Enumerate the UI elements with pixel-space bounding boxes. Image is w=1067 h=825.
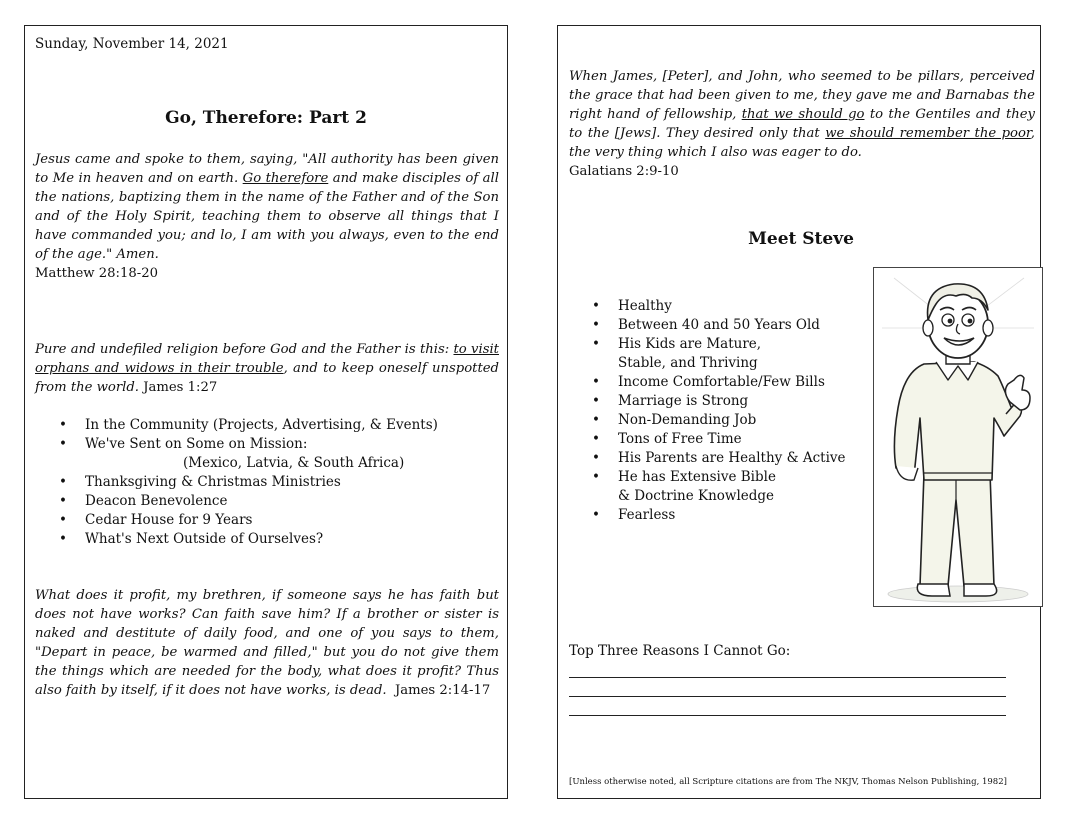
list-item: • Non-Demanding Job xyxy=(568,411,868,430)
list-subitem: (Mexico, Latvia, & South Africa) xyxy=(183,455,405,471)
scripture-emphasis: that we should go xyxy=(741,107,865,122)
scripture-reference: James 2:14-17 xyxy=(394,683,491,698)
scripture-text: and make disciples of all the nations, baptizing them in the name of the Father and of the Son and of the Holy Spirit, teaching them to observe all things that I have commanded you; and lo, I am with you always, even to the end of the age." Amen. xyxy=(35,171,499,262)
scripture-emphasis: we should remember the poor xyxy=(825,126,1031,141)
list-item: • Fearless xyxy=(568,506,868,525)
scripture-text: , and to keep oneself unspotted from the world. xyxy=(35,361,499,395)
cartoon-man-thumbs-up-icon xyxy=(874,268,1042,606)
reason-line-3 xyxy=(569,715,1006,716)
scripture-text: , the very thing which I also was eager to do. xyxy=(569,126,1035,160)
scripture-emphasis: Go therefore xyxy=(242,171,329,186)
scripture-footnote: [Unless otherwise noted, all Scripture citations are from The NKJV, Thomas Nelson Publishing, 1982] xyxy=(569,777,1007,787)
scripture-emphasis: to visit orphans and widows in their trouble xyxy=(35,342,499,376)
scripture-james-1 xyxy=(35,340,499,397)
scripture-reference: Matthew 28:18-20 xyxy=(35,266,158,281)
page-title: Go, Therefore: Part 2 xyxy=(165,108,367,128)
list-item: • In the Community (Projects, Advertising, & Events) xyxy=(35,416,499,435)
section-title: Meet Steve xyxy=(748,229,854,249)
scripture-text: What does it profit, my brethren, if someone says he has faith but does not have works? Can faith save him? If a brother or sister is naked and destitute of daily food, and one of you says to them, "Depart in peace, be warmed and filled," but you do not give them the things which are needed for the body, what does it profit? Thus also faith by itself, if it does not have works, is dead. xyxy=(35,588,499,698)
reason-line-1 xyxy=(569,677,1006,678)
list-item: • Thanksgiving & Christmas Ministries xyxy=(35,473,499,492)
scripture-reference: Galatians 2:9-10 xyxy=(569,164,679,179)
scripture-james-2 xyxy=(35,586,499,700)
reason-line-2 xyxy=(569,696,1006,697)
list-item: • Between 40 and 50 Years Old xyxy=(568,316,868,335)
list-item: • Cedar House for 9 Years xyxy=(35,511,499,530)
steve-traits-list xyxy=(568,297,868,525)
steve-illustration xyxy=(873,267,1043,607)
scripture-matthew xyxy=(35,150,499,283)
bulletin-date: Sunday, November 14, 2021 xyxy=(35,36,229,52)
list-item: • What's Next Outside of Ourselves? xyxy=(35,530,499,549)
reasons-label: Top Three Reasons I Cannot Go: xyxy=(569,643,791,659)
list-item: • Deacon Benevolence xyxy=(35,492,499,511)
scripture-text: to the Gentiles and they to the [Jews]. They desired only that xyxy=(569,107,1035,141)
right-page xyxy=(557,25,1041,799)
scripture-text: When James, [Peter], and John, who seemed to be pillars, perceived the grace that had been given to me, they gave me and Barnabas the right hand of fellowship, xyxy=(569,69,1035,122)
list-item: • Healthy xyxy=(568,297,868,316)
left-page xyxy=(24,25,508,799)
list-item: • His Kids are Mature, Stable, and Thriving xyxy=(568,335,868,373)
scripture-text: Jesus came and spoke to them, saying, "All authority has been given to Me in heaven and on earth. xyxy=(35,152,499,186)
scripture-galatians xyxy=(569,67,1035,181)
list-item: • We've Sent on Some on Mission: (Mexico, Latvia, & South Africa) xyxy=(35,435,499,473)
list-item: • Income Comfortable/Few Bills xyxy=(568,373,868,392)
ministry-list xyxy=(35,416,499,549)
list-item: • Tons of Free Time xyxy=(568,430,868,449)
list-item: • His Parents are Healthy & Active xyxy=(568,449,868,468)
scripture-text: Pure and undefiled religion before God and the Father is this: xyxy=(35,342,454,357)
list-item: • Marriage is Strong xyxy=(568,392,868,411)
scripture-reference: James 1:27 xyxy=(143,380,218,395)
list-item: • He has Extensive Bible & Doctrine Knowledge xyxy=(568,468,868,506)
